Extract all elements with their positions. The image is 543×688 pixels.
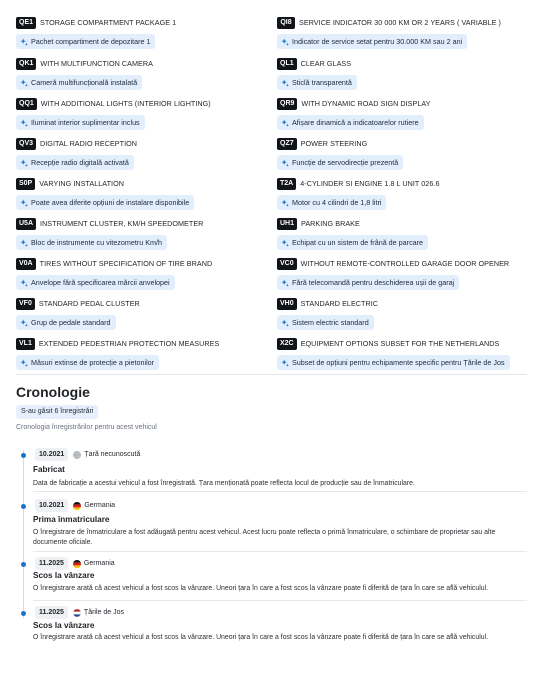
- option-item: [16, 57, 266, 92]
- option-item: [277, 297, 527, 332]
- option-description-tag: [277, 195, 386, 210]
- entry-title: Scos la vânzare: [33, 621, 95, 630]
- option-title: VARYING INSTALLATION: [39, 179, 124, 188]
- option-code-badge: QL1: [277, 58, 297, 70]
- option-description: Măsuri extinse de protecție a pietonilor: [31, 358, 155, 367]
- option-description: Subset de opțiuni pentru echipamente specific pentru Țările de Jos: [292, 358, 505, 367]
- option-title: WITH DYNAMIC ROAD SIGN DISPLAY: [301, 99, 431, 108]
- timeline-dot: [21, 562, 26, 567]
- option-title: PARKING BRAKE: [301, 219, 360, 228]
- option-title: TIRES WITHOUT SPECIFICATION OF TIRE BRAND: [39, 259, 213, 268]
- entry-date: 11.2025: [35, 557, 68, 570]
- option-code-badge: QE1: [16, 17, 36, 29]
- option-code-badge: QI8: [277, 17, 295, 29]
- entry-country-label: Țările de Jos: [83, 609, 124, 616]
- option-header: [277, 137, 527, 150]
- option-header: [16, 257, 266, 270]
- timeline-entry-header: [35, 557, 115, 570]
- option-title: WITH MULTIFUNCTION CAMERA: [40, 59, 153, 68]
- entry-country-label: Germania: [83, 560, 115, 567]
- option-title: WITHOUT REMOTE-CONTROLLED GARAGE DOOR OPENER: [300, 259, 510, 268]
- option-description: Sistem electric standard: [292, 318, 369, 327]
- sparkle-icon: [281, 119, 292, 127]
- sparkle-icon: [281, 319, 292, 327]
- option-code-badge: T2A: [277, 178, 296, 190]
- option-description-tag: [16, 315, 116, 330]
- timeline-dot: [21, 453, 26, 458]
- option-item: [16, 257, 266, 292]
- sparkle-icon: [281, 159, 292, 167]
- option-item: [277, 337, 527, 372]
- entry-date: 10.2021: [35, 448, 68, 461]
- sparkle-icon: [20, 239, 31, 247]
- option-title: CLEAR GLASS: [300, 59, 352, 68]
- option-code-badge: VC0: [277, 258, 297, 270]
- entry-title: Fabricat: [33, 465, 65, 474]
- timeline-heading: Cronologie: [16, 384, 90, 400]
- option-item: [16, 97, 266, 132]
- option-item: [277, 217, 527, 252]
- option-header: [16, 97, 266, 110]
- option-title: POWER STEERING: [300, 139, 368, 148]
- timeline-subtitle: Cronologia înregistrărilor pentru acest vehicul: [16, 424, 157, 431]
- option-title: INSTRUMENT CLUSTER, KM/H SPEEDOMETER: [40, 219, 204, 228]
- option-code-badge: V0A: [16, 258, 36, 270]
- timeline-dot: [21, 611, 26, 616]
- option-description-tag: [16, 75, 142, 90]
- option-code-badge: QQ1: [16, 98, 37, 110]
- sparkle-icon: [20, 319, 31, 327]
- option-description-tag: [277, 115, 424, 130]
- entry-separator: [33, 491, 527, 492]
- option-description-tag: [277, 275, 459, 290]
- option-description-tag: [16, 195, 194, 210]
- germany-flag-icon: [73, 502, 81, 510]
- option-item: [16, 217, 266, 252]
- option-description: Indicator de service setat pentru 30.000 KM sau 2 ani: [292, 37, 463, 46]
- option-code-badge: QR9: [277, 98, 297, 110]
- option-code-badge: UH1: [277, 218, 297, 230]
- option-description-tag: [16, 235, 167, 250]
- option-description: Anvelope fără specificarea mărcii anvelopei: [31, 278, 170, 287]
- option-title: EXTENDED PEDESTRIAN PROTECTION MEASURES: [38, 339, 220, 348]
- netherlands-flag-icon: [73, 609, 81, 617]
- option-code-badge: VH0: [277, 298, 297, 310]
- option-header: [16, 337, 266, 350]
- option-description-tag: [16, 155, 134, 170]
- option-code-badge: QK1: [16, 58, 36, 70]
- entry-date: 11.2025: [35, 606, 68, 619]
- option-item: [16, 16, 266, 51]
- option-code-badge: VF0: [16, 298, 35, 310]
- option-code-badge: VL1: [16, 338, 35, 350]
- entry-country-label: Germania: [84, 502, 116, 509]
- entry-description: O înregistrare arată că acest vehicul a fost scos la vânzare. Uneori țara în care a fost scos la vânzare poate fi diferită de țara în care se află vehiculul.: [33, 585, 489, 592]
- option-description-tag: [277, 155, 403, 170]
- option-description: Cameră multifuncțională instalată: [31, 78, 138, 87]
- option-header: [16, 16, 266, 29]
- sparkle-icon: [20, 279, 31, 287]
- option-header: [277, 97, 527, 110]
- entry-country: [73, 502, 115, 510]
- option-item: [277, 177, 527, 212]
- option-header: [277, 16, 527, 29]
- sparkle-icon: [20, 38, 31, 46]
- entry-country: [73, 609, 124, 617]
- option-item: [277, 97, 527, 132]
- option-description-tag: [16, 115, 145, 130]
- option-item: [277, 57, 527, 92]
- timeline-entry-header: [35, 448, 140, 461]
- option-item: [277, 137, 527, 172]
- option-item: [16, 137, 266, 172]
- timeline-line: [23, 450, 24, 618]
- option-header: [16, 177, 266, 190]
- sparkle-icon: [20, 119, 31, 127]
- option-header: [277, 217, 527, 230]
- timeline-entry-header: [35, 606, 124, 619]
- option-title: STANDARD PEDAL CLUSTER: [38, 299, 140, 308]
- sparkle-icon: [20, 199, 31, 207]
- option-title: SERVICE INDICATOR 30 000 KM OR 2 YEARS ( VARIABLE ): [299, 18, 501, 27]
- timeline-entry-header: [35, 499, 115, 512]
- option-description: Motor cu 4 cilindri de 1,8 litri: [292, 198, 382, 207]
- option-description: Fără telecomandă pentru deschiderea ușii de garaj: [292, 278, 455, 287]
- option-description-tag: [277, 34, 467, 49]
- option-description-tag: [16, 34, 155, 49]
- option-header: [277, 297, 527, 310]
- sparkle-icon: [20, 159, 31, 167]
- option-description-tag: [16, 275, 175, 290]
- option-description: Poate avea diferite opțiuni de instalare disponibile: [31, 198, 190, 207]
- option-code-badge: X2C: [277, 338, 297, 350]
- option-description: Sticlă transparentă: [292, 78, 352, 87]
- entry-description: O înregistrare arată că acest vehicul a fost scos la vânzare. Uneori țara în care a fost scos la vânzare poate fi diferită de țara în care se află vehiculul.: [33, 634, 489, 641]
- entry-title: Scos la vânzare: [33, 571, 95, 580]
- option-item: [277, 257, 527, 292]
- sparkle-icon: [281, 38, 292, 46]
- section-divider: [16, 374, 527, 375]
- option-header: [16, 137, 266, 150]
- option-description-tag: [16, 355, 159, 370]
- option-description: Recepție radio digitală activată: [31, 158, 129, 167]
- germany-flag-icon: [73, 560, 81, 568]
- option-header: [277, 57, 527, 70]
- option-header: [277, 257, 527, 270]
- entry-country-label: Țară necunoscută: [84, 451, 141, 458]
- option-description: Bloc de instrumente cu vitezometru Km/h: [31, 238, 163, 247]
- option-description: Iluminat interior suplimentar inclus: [31, 118, 140, 127]
- sparkle-icon: [281, 199, 292, 207]
- entry-country: [73, 560, 115, 568]
- entry-separator: [33, 551, 527, 552]
- sparkle-icon: [281, 359, 292, 367]
- records-found-badge: S-au găsit 6 înregistrări: [16, 405, 98, 419]
- globe-icon: [73, 451, 81, 459]
- option-header: [277, 337, 527, 350]
- option-header: [16, 217, 266, 230]
- option-title: STANDARD ELECTRIC: [300, 299, 379, 308]
- option-header: [16, 297, 266, 310]
- option-code-badge: S0P: [16, 178, 35, 190]
- entry-date: 10.2021: [35, 499, 68, 512]
- option-description: Afișare dinamică a indicatoarelor rutiere: [292, 118, 419, 127]
- timeline-dot: [21, 504, 26, 509]
- entry-separator: [33, 600, 527, 601]
- entry-description: O înregistrare de înmatriculare a fost adăugată pentru acest vehicul. Acest lucru poate reflecta o primă înmatriculare, o schimbare de proprietar sau alte documente oficiale.: [33, 529, 496, 546]
- option-description-tag: [277, 315, 374, 330]
- option-item: [16, 297, 266, 332]
- sparkle-icon: [281, 279, 292, 287]
- entry-title: Prima înmatriculare: [33, 515, 110, 524]
- option-code-badge: QZ7: [277, 138, 297, 150]
- option-code-badge: QV3: [16, 138, 36, 150]
- option-description: Funcție de servodirecție prezentă: [292, 158, 399, 167]
- option-title: EQUIPMENT OPTIONS SUBSET FOR THE NETHERLANDS: [300, 339, 500, 348]
- entry-description: Data de fabricație a acestui vehicul a fost înregistrată. Țara menționată poate reflecta locul de producție sau de înmatriculare.: [33, 480, 415, 487]
- option-item: [16, 177, 266, 212]
- option-description: Pachet compartiment de depozitare 1: [31, 37, 151, 46]
- sparkle-icon: [281, 239, 292, 247]
- option-description-tag: [277, 355, 510, 370]
- option-description-tag: [277, 75, 357, 90]
- option-code-badge: U5A: [16, 218, 36, 230]
- option-header: [16, 57, 266, 70]
- option-description: Grup de pedale standard: [31, 318, 111, 327]
- option-title: STORAGE COMPARTMENT PACKAGE 1: [40, 18, 177, 27]
- option-description-tag: [277, 235, 428, 250]
- option-header: [277, 177, 527, 190]
- sparkle-icon: [20, 79, 31, 87]
- option-title: WITH ADDITIONAL LIGHTS (INTERIOR LIGHTING): [40, 99, 211, 108]
- option-item: [277, 16, 527, 51]
- option-title: DIGITAL RADIO RECEPTION: [40, 139, 138, 148]
- sparkle-icon: [281, 79, 292, 87]
- option-description: Echipat cu un sistem de frână de parcare: [292, 238, 424, 247]
- option-item: [16, 337, 266, 372]
- sparkle-icon: [20, 359, 31, 367]
- entry-country: [73, 451, 140, 459]
- option-title: 4-CYLINDER SI ENGINE 1.8 L UNIT 026.6: [300, 179, 440, 188]
